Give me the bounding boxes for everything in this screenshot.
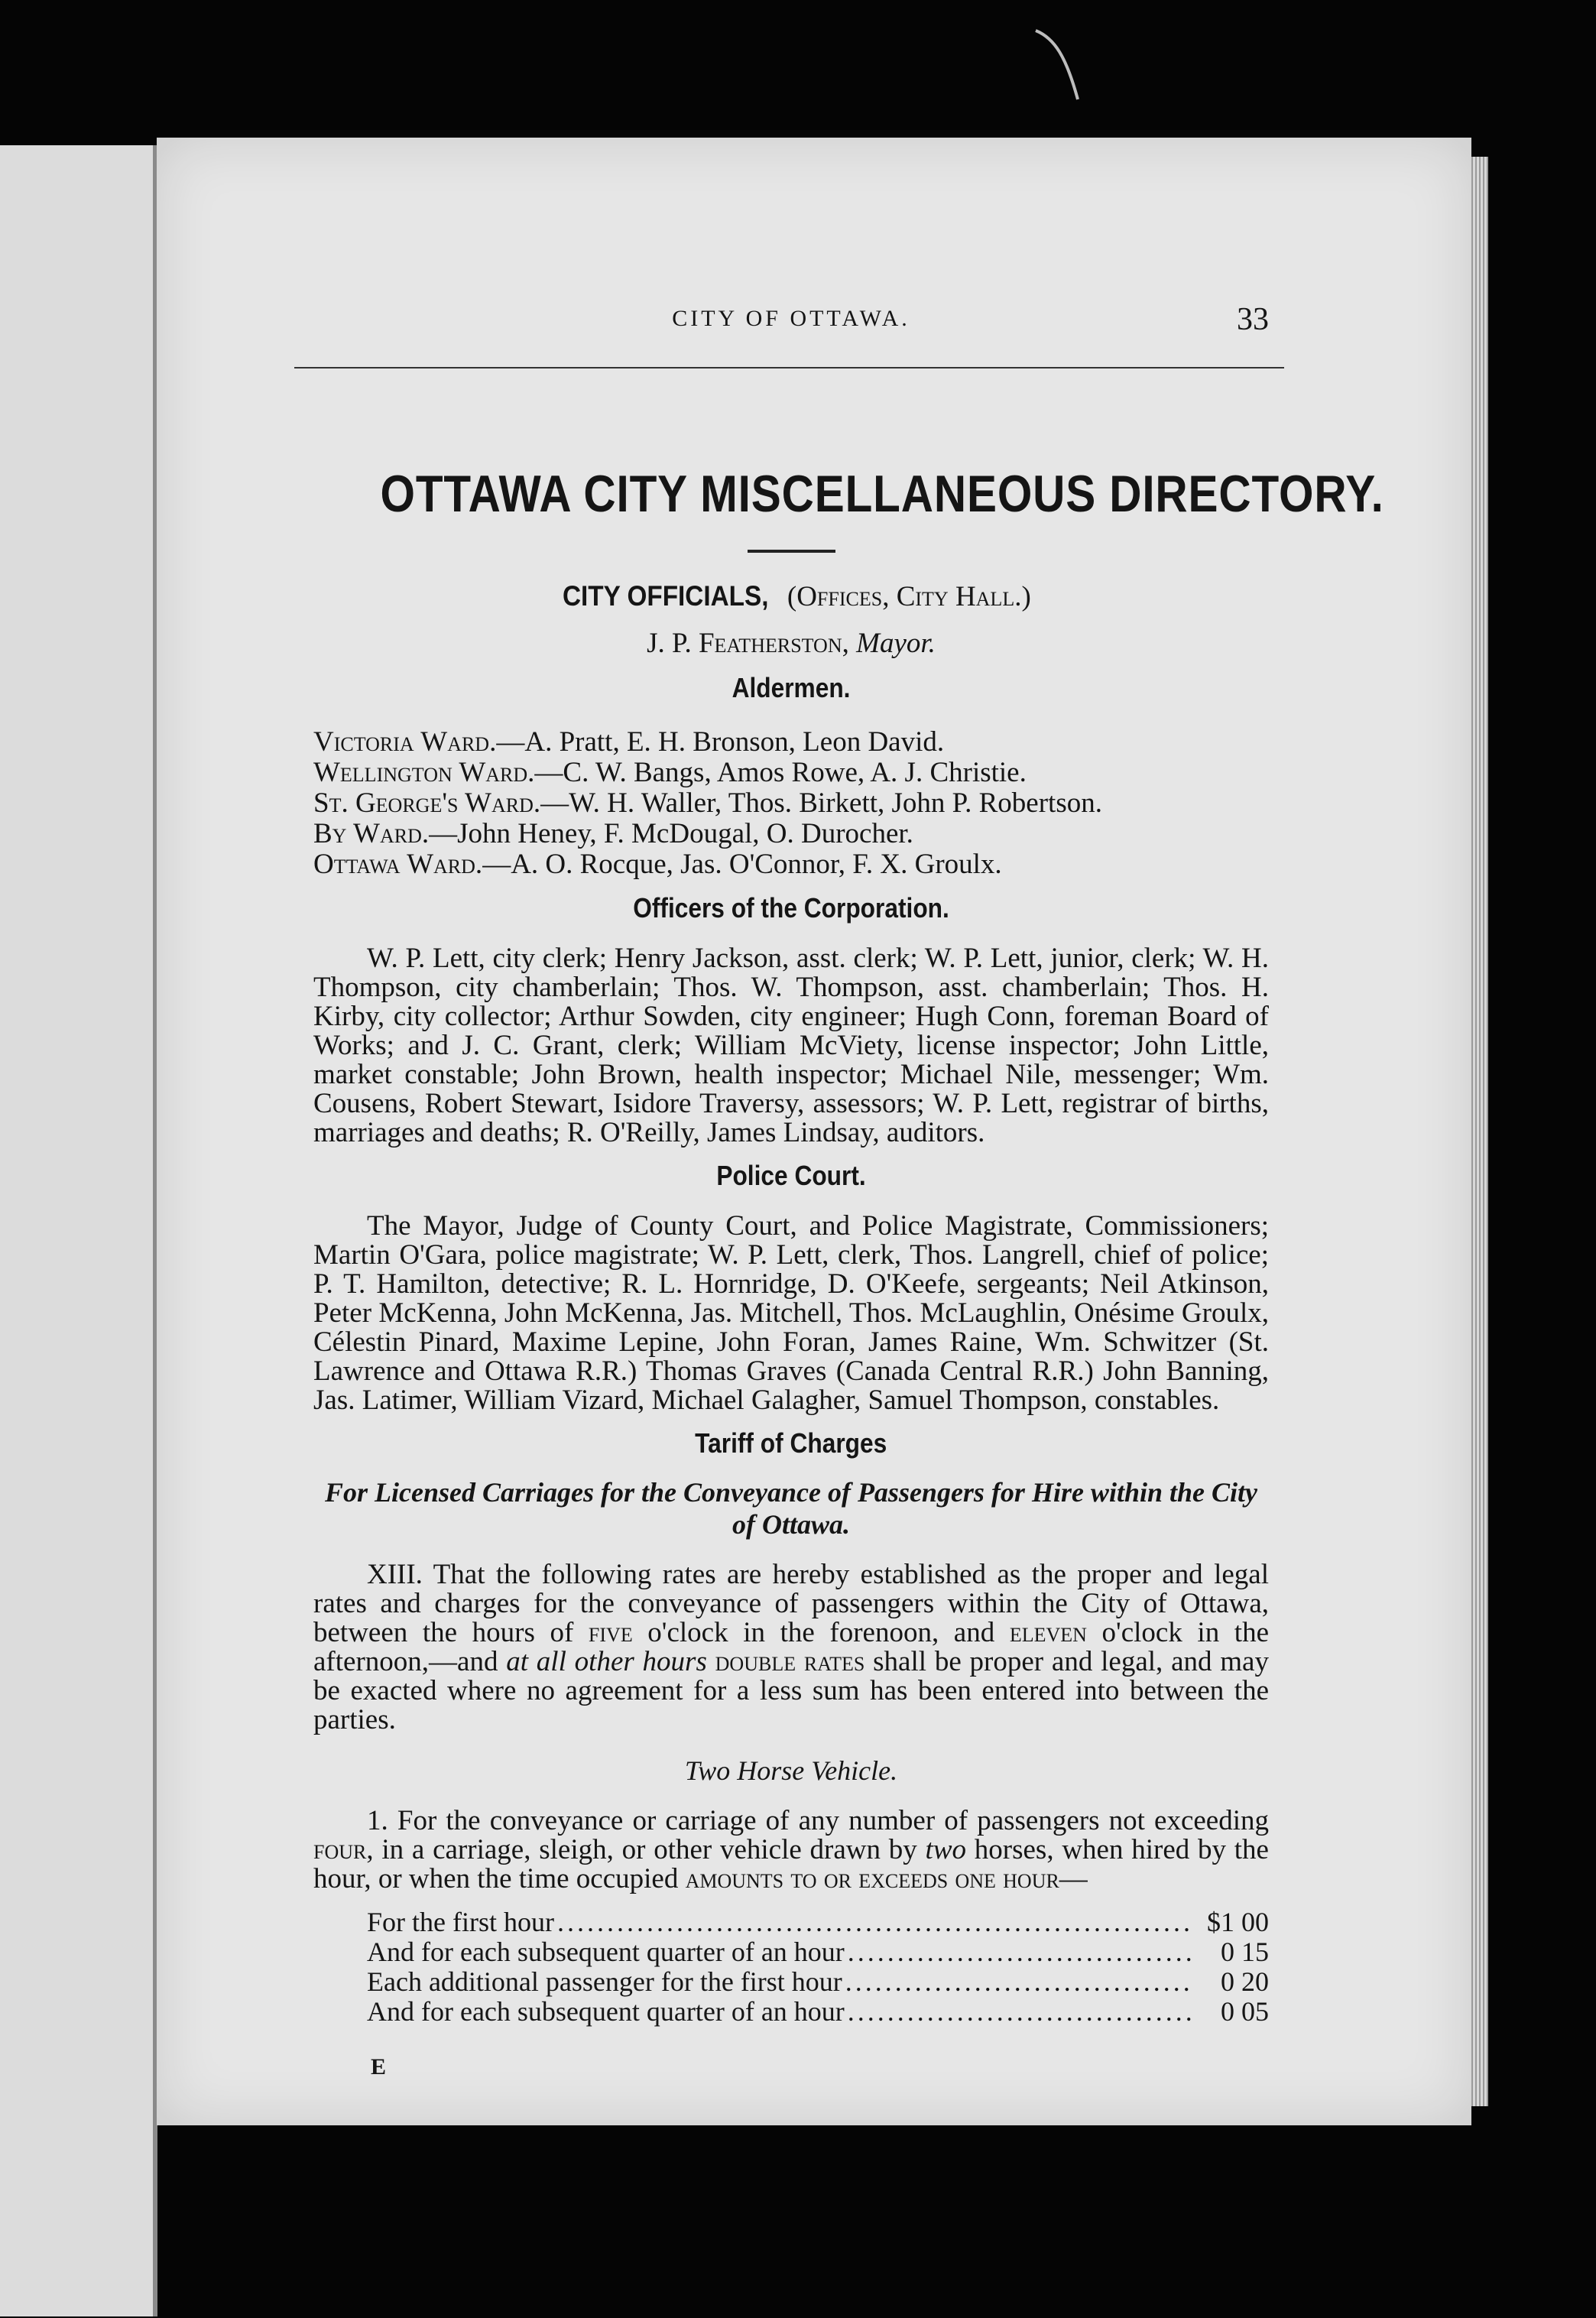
- rate-row: And for each subsequent quarter of an hour ..... 0 05: [313, 1997, 1269, 2027]
- police-court-heading: Police Court.: [716, 1160, 866, 1191]
- ward-entry: St. George's Ward.—W. H. Waller, Thos. Birkett, John P. Robertson.: [313, 787, 1102, 819]
- tariff-subheading: For Licensed Carriages for the Conveyance of Passengers for Hire within the City of Ottawa.: [325, 1477, 1257, 1540]
- ward-entry: Ottawa Ward.—A. O. Rocque, Jas. O'Connor, F. X. Groulx.: [313, 849, 1002, 880]
- page-number: 33: [1237, 302, 1269, 337]
- rate-row: And for each subsequent quarter of an hour ..... 0 15: [313, 1937, 1269, 1967]
- rate-row: For the first hour ..... $1 00: [313, 1907, 1269, 1937]
- officers-heading: Officers of the Corporation.: [633, 892, 949, 924]
- ward-entry: Wellington Ward.—C. W. Bangs, Amos Rowe, A. J. Christie.: [313, 757, 1027, 788]
- signature-mark: E: [371, 2054, 387, 2079]
- rate-table: [313, 1907, 1269, 2027]
- police-court-paragraph: The Mayor, Judge of County Court, and Police Magistrate, Commissioners; Martin O'Gara, police magistrate; W. P. Lett, clerk, Thos. Langrell, chief of police; P. T. Hamilton, detective; R. L. Hornridge, D. O'Keefe, sergeants; Neil Atkinson, Peter McKenna, John McKenna, Jas. Mitchell, Thos. McLaughlin, Onésime Groulx, Célestin Pinard, Maxime Lepine, John Foran, James Raine, Wm. Schwitzer (St. Lawrence and Ottawa R.R.) Thomas Graves (Canada Central R.R.) John Banning, Jas. Latimer, William Vizard, Michael Galagher, Samuel Thompson, constables.: [313, 1210, 1269, 1416]
- running-head: [313, 302, 1269, 352]
- tariff-heading: Tariff of Charges: [695, 1427, 887, 1459]
- mayor-title: Mayor.: [856, 628, 936, 659]
- previous-page-edge: [0, 145, 157, 2316]
- city-officials-label: CITY OFFICIALS,: [563, 580, 769, 612]
- ward-entry: By Ward.—John Heney, F. McDougal, O. Durocher.: [313, 818, 913, 849]
- header-rule: [294, 367, 1284, 368]
- page-content: [313, 302, 1384, 2080]
- aldermen-list: [313, 727, 1269, 880]
- city-officials-note: (Offices, City Hall.): [787, 581, 1031, 612]
- stray-pen-mark: [1032, 27, 1085, 103]
- aldermen-heading: Aldermen.: [732, 672, 851, 703]
- city-officials-heading: [313, 580, 1269, 613]
- clause-1: 1. For the conveyance or carriage of any number of passengers not exceeding four, in a carriage, sleigh, or other vehicle drawn by two horses, when hired by the hour, or when the time occupied amounts to or exceeds one hour—: [313, 1805, 1269, 1894]
- page-title: OTTAWA CITY MISCELLANEOUS DIRECTORY.: [380, 465, 1384, 523]
- vehicle-heading: Two Horse Vehicle.: [684, 1755, 898, 1786]
- rate-row: Each additional passenger for the first hour ..... 0 20: [313, 1967, 1269, 1997]
- mayor-line: [313, 627, 1269, 660]
- running-title: CITY OF OTTAWA.: [672, 306, 910, 331]
- page-stack-edge: [1471, 157, 1488, 2106]
- clause-xiii: XIII. That the following rates are hereby established as the proper and legal rates and charges for the conveyance of passengers within the City of Ottawa, between the hours of five o'clock in the forenoon, and eleven o'clock in the afternoon,—and at all other hours double rates shall be proper and legal, and may be exacted where no agreement for a less sum has been entered into between the parties.: [313, 1559, 1269, 1735]
- mayor-name: J. P. Featherston,: [647, 628, 849, 659]
- title-rule: [748, 550, 835, 553]
- ward-entry: Victoria Ward.—A. Pratt, E. H. Bronson, Leon David.: [313, 726, 945, 758]
- officers-paragraph: W. P. Lett, city clerk; Henry Jackson, asst. clerk; W. P. Lett, junior, clerk; W. H. Thompson, city chamberlain; Thos. W. Thompson, asst. chamberlain; Thos. H. Kirby, city collector; Arthur Sowden, city engineer; Hugh Conn, foreman Board of Works; and J. C. Grant, clerk; William McViety, license inspector; John Little, market constable; John Brown, health inspector; Michael Nile, messenger; Wm. Cousens, Robert Stewart, Isidore Traversy, assessors; W. P. Lett, registrar of births, marriages and deaths; R. O'Reilly, James Lindsay, auditors.: [313, 943, 1269, 1148]
